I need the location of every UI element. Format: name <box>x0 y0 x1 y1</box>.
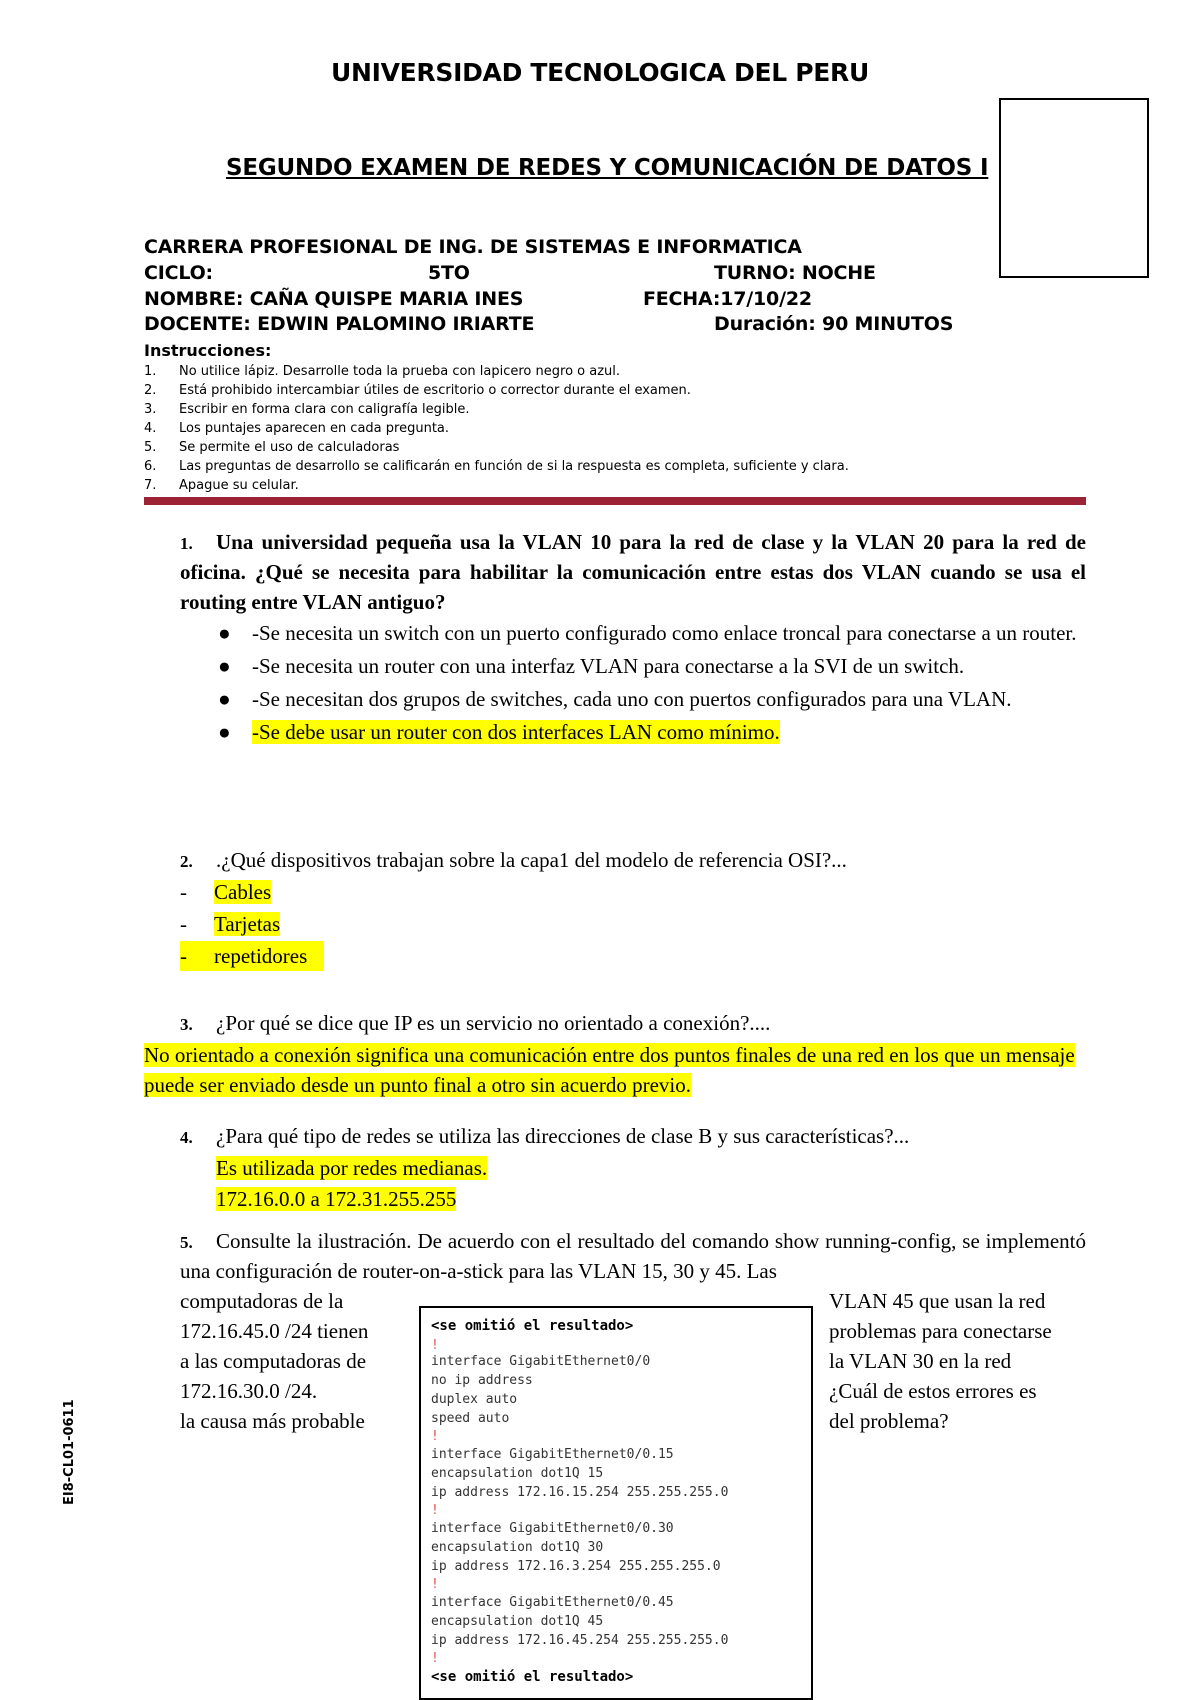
list-item <box>218 717 1086 747</box>
item-number: 1. <box>144 364 157 379</box>
item-text: Las preguntas de desarrollo se calificarán en función de si la respuesta es completa, suficiente y clara. <box>179 459 849 474</box>
list-item <box>144 457 1044 476</box>
question-4-answer-line-1 <box>216 1153 487 1183</box>
question-number: 1. <box>180 534 193 553</box>
item-text: Está prohibido intercambiar útiles de escritorio o corrector durante el examen. <box>179 383 691 398</box>
question-2-text: .¿Qué dispositivos trabajan sobre la capa1 del modelo de referencia OSI?... <box>216 848 847 872</box>
item-text: Apague su celular. <box>179 478 299 493</box>
bullet-icon: ● <box>218 621 231 645</box>
answer-text: Tarjetas <box>214 912 281 936</box>
item-number: 4. <box>144 421 157 436</box>
list-item <box>144 419 1044 438</box>
career-line: CARRERA PROFESIONAL DE ING. DE SISTEMAS E INFORMATICA <box>144 236 802 258</box>
question-3-answer <box>144 1040 1086 1100</box>
bullet-icon: ● <box>218 654 231 678</box>
question-number: 3. <box>180 1015 193 1034</box>
question-number: 4. <box>180 1128 193 1147</box>
question-5-right-line: VLAN 45 que usan la red <box>829 1289 1046 1313</box>
item-text: No utilice lápiz. Desarrolle toda la prueba con lapicero negro o azul. <box>179 364 621 379</box>
option-text: -Se necesita un router con una interfaz VLAN para conectarse a la SVI de un switch. <box>252 654 965 678</box>
section-divider <box>144 497 1086 505</box>
config-line: <se omitió el resultado> <box>431 1318 634 1334</box>
exam-date: FECHA:17/10/22 <box>643 288 812 310</box>
list-item <box>218 618 1086 648</box>
config-line: speed auto <box>431 1411 510 1426</box>
question-5-left-line: computadoras de la <box>180 1289 344 1313</box>
question-4-text: ¿Para qué tipo de redes se utiliza las direcciones de clase B y sus características?... <box>216 1124 910 1148</box>
list-item <box>218 651 1086 681</box>
question-5-right-line: ¿Cuál de estos errores es <box>829 1379 1037 1403</box>
option-text: -Se necesita un switch con un puerto configurado como enlace troncal para conectarse a un router. <box>252 621 1077 645</box>
config-line: interface GigabitEthernet0/0.30 <box>431 1521 674 1536</box>
list-item <box>144 476 1044 495</box>
question-5-right-line: problemas para conectarse <box>829 1319 1052 1343</box>
instructions-list <box>144 362 1044 495</box>
university-title: UNIVERSIDAD TECNOLOGICA DEL PERU <box>330 58 870 87</box>
config-line: interface GigabitEthernet0/0.45 <box>431 1595 674 1610</box>
answer-text: Es utilizada por redes medianas. <box>216 1156 488 1180</box>
item-number: 6. <box>144 459 157 474</box>
item-number: 7. <box>144 478 157 493</box>
answer-text: 172.16.0.0 a 172.31.255.255 <box>216 1187 457 1211</box>
config-line: encapsulation dot1Q 30 <box>431 1540 604 1555</box>
bullet-icon: ● <box>218 687 231 711</box>
list-item: - Tarjetas <box>180 912 281 936</box>
item-number: 3. <box>144 402 157 417</box>
bullet-icon: ● <box>218 720 231 744</box>
list-item: - repetidores <box>180 941 324 971</box>
config-line: interface GigabitEthernet0/0.15 <box>431 1447 674 1462</box>
cycle-value: 5TO <box>428 262 470 284</box>
list-item <box>144 438 1044 457</box>
list-item <box>218 684 1086 714</box>
running-config-figure <box>419 1306 813 1700</box>
question-5-intro: Consulte la ilustración. De acuerdo con el resultado del comando show running-config, se implementó una configuración de router-on-a-stick para las VLAN 15, 30 y 45. Las <box>180 1229 1086 1283</box>
config-line: <se omitió el resultado> <box>431 1669 634 1685</box>
duration-line: Duración: 90 MINUTOS <box>714 313 954 335</box>
exam-title: SEGUNDO EXAMEN DE REDES Y COMUNICACIÓN DE DATOS I <box>226 155 989 181</box>
item-number: 5. <box>144 440 157 455</box>
config-line: duplex auto <box>431 1392 518 1407</box>
item-number: 2. <box>144 383 157 398</box>
config-line: ! <box>431 1429 439 1444</box>
question-3-text: ¿Por qué se dice que IP es un servicio no orientado a conexión?.... <box>216 1011 771 1035</box>
config-line: ! <box>431 1503 439 1518</box>
option-text-selected: -Se debe usar un router con dos interfaces LAN como mínimo. <box>252 720 780 744</box>
option-text: -Se necesitan dos grupos de switches, cada uno con puertos configurados para una VLAN. <box>252 687 1012 711</box>
teacher-line: DOCENTE: EDWIN PALOMINO IRIARTE <box>144 313 535 335</box>
config-line: no ip address <box>431 1373 533 1388</box>
config-line: ! <box>431 1651 439 1666</box>
question-number: 5. <box>180 1233 193 1252</box>
instructions-label: Instrucciones: <box>144 341 272 360</box>
config-line: encapsulation dot1Q 45 <box>431 1614 604 1629</box>
question-number: 2. <box>180 852 193 871</box>
photo-box <box>999 98 1149 278</box>
item-text: Escribir en forma clara con caligrafía legible. <box>179 402 470 417</box>
question-4-answer-line-2 <box>216 1184 456 1214</box>
config-line: ip address 172.16.3.254 255.255.255.0 <box>431 1559 721 1574</box>
question-5-left-line: la causa más probable <box>180 1409 365 1433</box>
config-line: encapsulation dot1Q 15 <box>431 1466 604 1481</box>
answer-text: Cables <box>214 880 272 904</box>
list-item: - Cables <box>180 880 272 904</box>
config-line: ! <box>431 1338 439 1353</box>
cycle-label: CICLO: <box>144 262 213 284</box>
config-line: interface GigabitEthernet0/0 <box>431 1354 651 1369</box>
config-line: ! <box>431 1577 439 1592</box>
question-1-text: Una universidad pequeña usa la VLAN 10 para la red de clase y la VLAN 20 para la red de oficina. ¿Qué se necesita para habilitar la comunicación entre estas dos VLAN cuando se usa el routing entre VLAN antiguo? <box>180 530 1086 614</box>
question-5-left-line: a las computadoras de <box>180 1349 367 1373</box>
question-5-right-line: la VLAN 30 en la red <box>829 1349 1012 1373</box>
question-5-right-line: del problema? <box>829 1409 949 1433</box>
document-code: EI8-CL01-0611 <box>62 1399 77 1505</box>
question-1-options <box>218 618 1086 750</box>
list-item <box>144 400 1044 419</box>
list-item <box>144 381 1044 400</box>
list-item <box>144 362 1044 381</box>
config-line: ip address 172.16.45.254 255.255.255.0 <box>431 1633 729 1648</box>
item-text: Se permite el uso de calculadoras <box>179 440 400 455</box>
config-line: ip address 172.16.15.254 255.255.255.0 <box>431 1485 729 1500</box>
question-5-left-line: 172.16.45.0 /24 tienen <box>180 1319 369 1343</box>
student-name: NOMBRE: CAÑA QUISPE MARIA INES <box>144 288 524 310</box>
question-5-left-line: 172.16.30.0 /24. <box>180 1379 318 1403</box>
answer-text: No orientado a conexión significa una comunicación entre dos puntos finales de una red en los que un mensaje puede ser enviado desde un punto final a otro sin acuerdo previo. <box>144 1043 1075 1097</box>
shift-line: TURNO: NOCHE <box>714 262 876 284</box>
item-text: Los puntajes aparecen en cada pregunta. <box>179 421 450 436</box>
answer-text: repetidores <box>214 944 308 968</box>
